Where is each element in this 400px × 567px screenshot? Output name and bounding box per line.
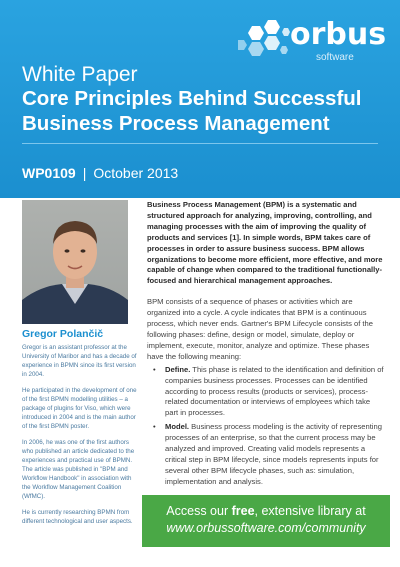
header-banner [0,0,400,198]
list-item-text: This phase is related to the identification and definition of companies business processes. Processes can be identified according to process results (products or services), process-related documentation or interviews of employees which take part in processes. [165,364,384,418]
bio-paragraph: In 2006, he was one of the first authors who published an article dedicated to the experiences and practical use of BPMN. The article was published in "BPM and Workflow Handbook" in association with the Workflow Management Coalition (WfMC). [22,439,135,500]
cta-text [142,495,390,518]
title-line-2: Business Process Management [22,112,330,135]
library-cta-banner[interactable] [142,495,390,547]
phase-list [147,365,385,488]
cta-free: free [231,504,255,518]
bio-paragraph: He is currently researching BPMN from different technological and user aspects. [22,509,133,525]
author-portrait-icon [22,200,128,324]
list-item-term: Define. [165,364,191,374]
author-bio [22,343,140,533]
brand-sub: software [316,52,354,63]
list-item [165,422,385,487]
document-title [22,86,392,136]
document-code: WP0109 [22,165,76,181]
author-photo [22,200,128,324]
document-meta [22,165,178,181]
body-paragraph: BPM consists of a sequence of phases or activities which are organized into a cycle. A cycle indicates that BPM is a continuous process, which never ends. Gartner's BPM Lifecycle consists of the following phases: define, design or model, simulate, deploy or implement, execute, monitor, analyze and optimize. These phases have the following meaning: [147,297,373,361]
brand-name: orbus [290,17,387,52]
main-content [147,200,385,491]
document-date: October 2013 [93,165,179,181]
list-item [165,365,385,420]
author-name: Gregor Polančič [22,328,104,340]
cta-url-link[interactable]: www.orbussoftware.com/community [166,521,366,535]
bio-paragraph: Gregor is an assistant professor at the University of Maribor and has a decade of experience in BPMN since its first version in 2004. [22,344,137,378]
header-divider [22,143,378,144]
lead-paragraph: Business Process Management (BPM) is a systematic and structured approach for analyzing, improving, controlling, and managing processes with the aim of improving the quality of products and services [1]. In simple words, BPM takes care of processes in order to assure business success. BPM allows organizations to become more efficient, more effective, and more capable of change when compared to the traditional functionally-focused and hierarchical management approaches. [147,200,383,286]
meta-separator: | [82,165,87,181]
cta-pre: Access our [166,504,232,518]
list-item-term: Model. [165,422,190,432]
bio-paragraph: He participated in the development of one of the first BPMN modelling utilities – a package of plugins for Viso, which were introduced in 2004 and is the main author of the first BPMN poster. [22,387,137,430]
cta-post: , extensive library at [254,504,366,518]
list-item-text: Business process modeling is the activity of representing processes of an enterprise, so that the current process may be analyzed and improved. Creating valid models represents a critical step in BPM lifecycle, since models represents inputs for several other BPM lifecycle phases, such as: simulation, implementation and analysis. [165,422,382,486]
title-line-1: Core Principles Behind Successful [22,87,362,110]
document-kicker: White Paper [22,63,138,86]
